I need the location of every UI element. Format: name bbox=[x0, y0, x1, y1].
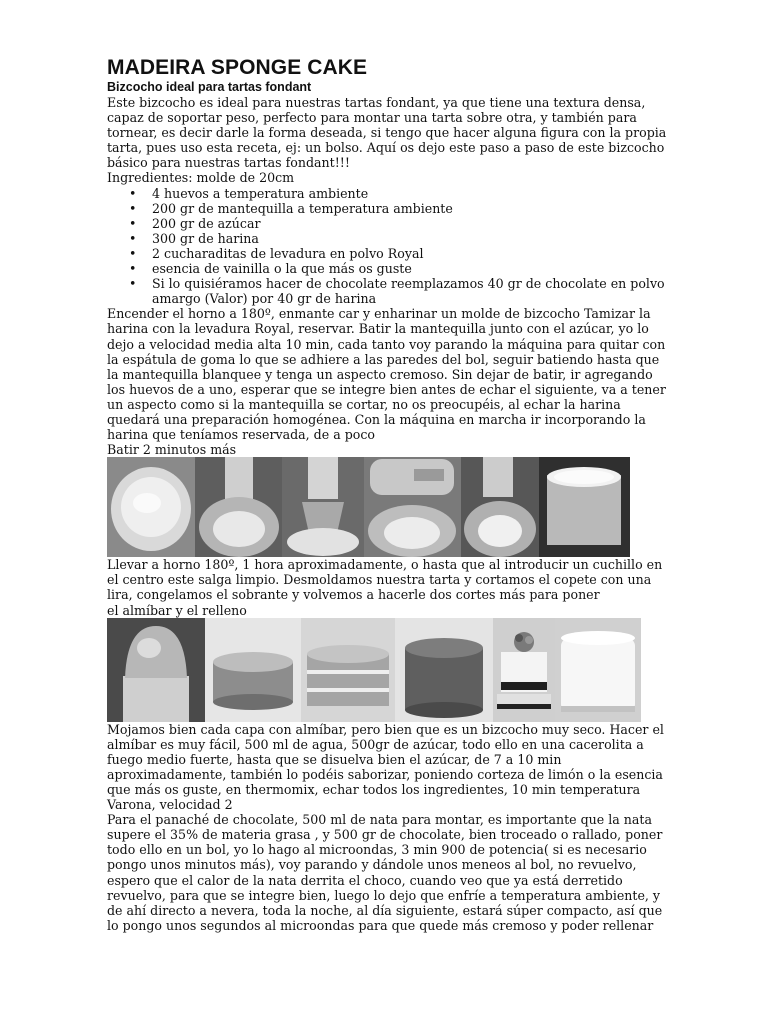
photo-filled-cake bbox=[395, 618, 493, 722]
ingredient-item: • 300 gr de harina bbox=[152, 231, 667, 246]
photo-unmolded-cake bbox=[205, 618, 301, 722]
photo-baked-cake-in-pan bbox=[107, 618, 205, 722]
photo-mixer-batter bbox=[461, 457, 539, 557]
recipe-title: MADEIRA SPONGE CAKE bbox=[107, 56, 368, 79]
ingredient-item: • esencia de vainilla o la que más os guste bbox=[152, 261, 667, 276]
photo-batter-in-pan bbox=[539, 457, 630, 557]
step-mixing-paragraph: Encender el horno a 180º, enmante car y enharinar un molde de bizcocho Tamizar la harina con la levadura Royal, reservar. Batir la mantequilla junto con el azúcar, yo lo dejo a velocidad media alta 10 min, cada tanto voy parando la máquina para quitar con la espátula de goma lo que se adhiere a las paredes del bol, seguir batiendo hasta que la mantequilla blanquee y tenga un aspecto cremoso. Sin dejar de batir, ir agregando los huevos de a uno, esperar que se integre bien antes de echar el siguiente, va a tener un aspecto como si la mantequilla se cortar, no os preocupéis, al echar la harina quedará una preparación homogénea. Con la máquina en marcha ir incorporando la harina que teníamos reservada, de a poco bbox=[107, 306, 666, 443]
ingredient-item: • 4 huevos a temperatura ambiente bbox=[152, 186, 667, 201]
ingredient-list bbox=[107, 186, 667, 307]
ingredient-item: • Si lo quisiéramos hacer de chocolate reemplazamos 40 gr de chocolate en polvo amargo (Valor) por 40 gr de harina bbox=[152, 276, 667, 306]
recipe-document bbox=[107, 56, 667, 933]
step-baking-note: el almíbar y el relleno bbox=[107, 602, 247, 618]
ingredient-item: • 2 cucharaditas de levadura en polvo Royal bbox=[152, 246, 667, 261]
photo-sifted-flour bbox=[107, 457, 195, 557]
photo-mixer-butter bbox=[195, 457, 282, 557]
ingredient-item: • 200 gr de mantequilla a temperatura ambiente bbox=[152, 201, 667, 216]
mixing-photo-strip bbox=[107, 457, 667, 557]
cake-photo-strip bbox=[107, 618, 667, 722]
step-syrup-paragraph: Mojamos bien cada capa con almíbar, pero bien que es un bizcocho muy seco. Hacer el almíbar es muy fácil, 500 ml de agua, 500gr de azúcar, todo ello en una cacerolita a fuego medio fuerte, hasta que se disuelva bien el azúcar, de 7 a 10 min aproximadamente, también lo podéis saborizar, poniendo corteza de limón o la esencia que más os guste, en thermomix, echar todos los ingredientes, 10 min temperatura Varona, velocidad 2 bbox=[107, 721, 664, 813]
step-ganache-paragraph: Para el panaché de chocolate, 500 ml de nata para montar, es importante que la nata supere el 35% de materia grasa , y 500 gr de chocolate, bien troceado o rallado, poner todo ello en un bol, yo lo hago al microondas, 3 min 900 de potencia( si es necesario pongo unos minutos más), voy parando y dándole unos meneos al bol, no revuelvo, espero que el calor de la nata derrita el choco, cuando veo que ya está derretido revuelvo, para que se integre bien, luego lo dejo que enfríe a temperatura ambiente, y de ahí directo a nevera, toda la noche, al día siguiente, estará súper compacto, así que lo pongo unos segundos al microondas para que quede más cremoso y poder rellenar bbox=[107, 812, 663, 933]
photo-cut-layers bbox=[301, 618, 395, 722]
photo-mixer-kitchenaid bbox=[364, 457, 461, 557]
step-mixing-note: Batir 2 minutos más bbox=[107, 442, 237, 458]
intro-paragraph: Este bizcocho es ideal para nuestras tartas fondant, ya que tiene una textura densa, capaz de soportar peso, perfecto para montar una tarta sobre otra, y también para tornear, es decir darle la forma deseada, si tengo que hacer alguna figura con la propia tarta, pues uso esta receta, ej: un bolso. Aquí os dejo este paso a paso de este bizcocho básico para nuestras tartas fondant!!! bbox=[107, 95, 667, 171]
photo-decorated-cake bbox=[493, 618, 555, 722]
photo-fondant-cake bbox=[555, 618, 641, 722]
ingredient-item: • 200 gr de azúcar bbox=[152, 216, 667, 231]
ingredients-heading: Ingredientes: molde de 20cm bbox=[107, 170, 295, 186]
photo-mixer-beating bbox=[282, 457, 364, 557]
step-baking-paragraph: Llevar a horno 180º, 1 hora aproximadamente, o hasta que al introducir un cuchillo en el centro este salga limpio. Desmoldamos nuestra tarta y cortamos el copete con una lira, congelamos el sobrante y volvemos a hacerle dos cortes más para poner bbox=[107, 557, 663, 603]
recipe-subtitle: Bizcocho ideal para tartas fondant bbox=[107, 80, 312, 94]
